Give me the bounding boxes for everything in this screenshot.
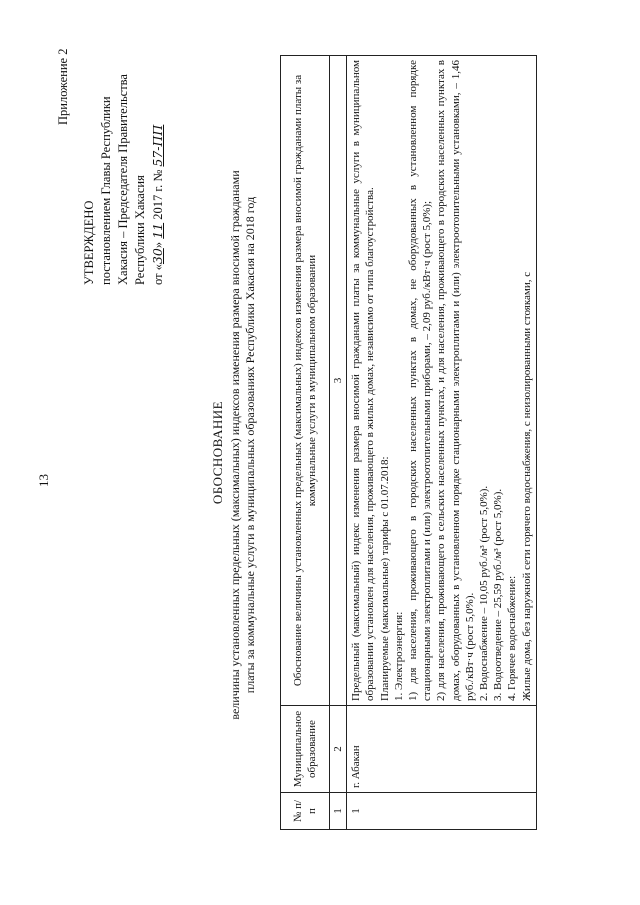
column-number-row: [330, 56, 347, 830]
justification-text: [347, 56, 537, 706]
row-number: 1: [347, 793, 537, 830]
date-month: 11: [150, 222, 165, 239]
paragraph: Предельный (максимальный) индекс изменения размера вносимой гражданами платы за коммунальные услуги в муниципальном образовании установлен для населения, проживающего в жилых домах, независимо от типа благоустройства.: [350, 60, 377, 701]
approval-date-line: [149, 74, 167, 285]
date-year: 2017 г. №: [151, 166, 165, 223]
paragraph: 3. Водоотведение – 25,59 руб./м³ (рост 5,0%).: [492, 488, 505, 701]
column-number: 3: [330, 56, 347, 706]
paragraph: Планируемые (максимальные) тарифы с 01.07.2018:: [378, 456, 391, 701]
document-subtitle: величины установленных предельных (максимальных) индексов изменения размера вносимой гражданами платы за коммунальные услуги в муниципальных образованиях Республики Хакасия на 2018 год: [228, 170, 257, 720]
justification-table: [280, 55, 537, 830]
date-prefix: от «: [151, 264, 165, 285]
document-number: 57-ПП: [150, 124, 165, 167]
column-number: 1: [330, 793, 347, 830]
approved-heading: УТВЕРЖДЕНО: [82, 200, 96, 285]
approval-line-2: Хакасия – Председателя Правительства: [116, 74, 130, 285]
paragraph: 2. Водоснабжение – 10,05 руб./м³ (рост 5,0%).: [478, 485, 491, 701]
header-number: № п/п: [281, 793, 330, 830]
column-number: 2: [330, 706, 347, 793]
paragraph: 1) для населения, проживающего в городских населенных пунктах в домах, не оборудованных в установленном порядке стационарными электроплитами и (или) электроотопительными приборами, – 2,09 руб./кВт·ч (рост 5,0%);: [407, 60, 434, 701]
paragraph: Жилые дома, без наружной сети горячего водоснабжения, с неизолированными стояками, с: [520, 271, 533, 701]
document-title: ОБОСНОВАНИЕ: [210, 400, 225, 505]
approval-line-3: Республики Хакасия: [133, 175, 147, 285]
date-day: 30: [150, 248, 165, 265]
table-header-row: [281, 56, 330, 830]
table-row: [347, 56, 537, 830]
page-number: 13: [36, 474, 51, 487]
paragraph: 4. Горячее водоснабжение:: [506, 575, 519, 701]
paragraph: 1. Электроэнергия:: [392, 611, 405, 701]
header-justification: Обоснование величины установленных предельных (максимальных) индексов изменения размера вносимой гражданами платы за коммунальные услуги в муниципальном образовании: [281, 56, 330, 706]
paragraph: 2) для населения, проживающего в сельских населенных пунктах, и для населения, проживающего в городских населенных пунктах в домах, оборудованных в установленном порядке стационарными электроплитами и (или) электроотопительными установками, – 1,46 руб./кВт·ч (рост 5,0%).: [435, 60, 476, 701]
date-mid: »: [151, 238, 165, 249]
municipality-name: г. Абакан: [347, 706, 537, 793]
header-municipality: Муниципальное образование: [281, 706, 330, 793]
appendix-label: Приложение 2: [56, 48, 70, 125]
approval-line-1: постановлением Главы Республики: [99, 96, 113, 285]
